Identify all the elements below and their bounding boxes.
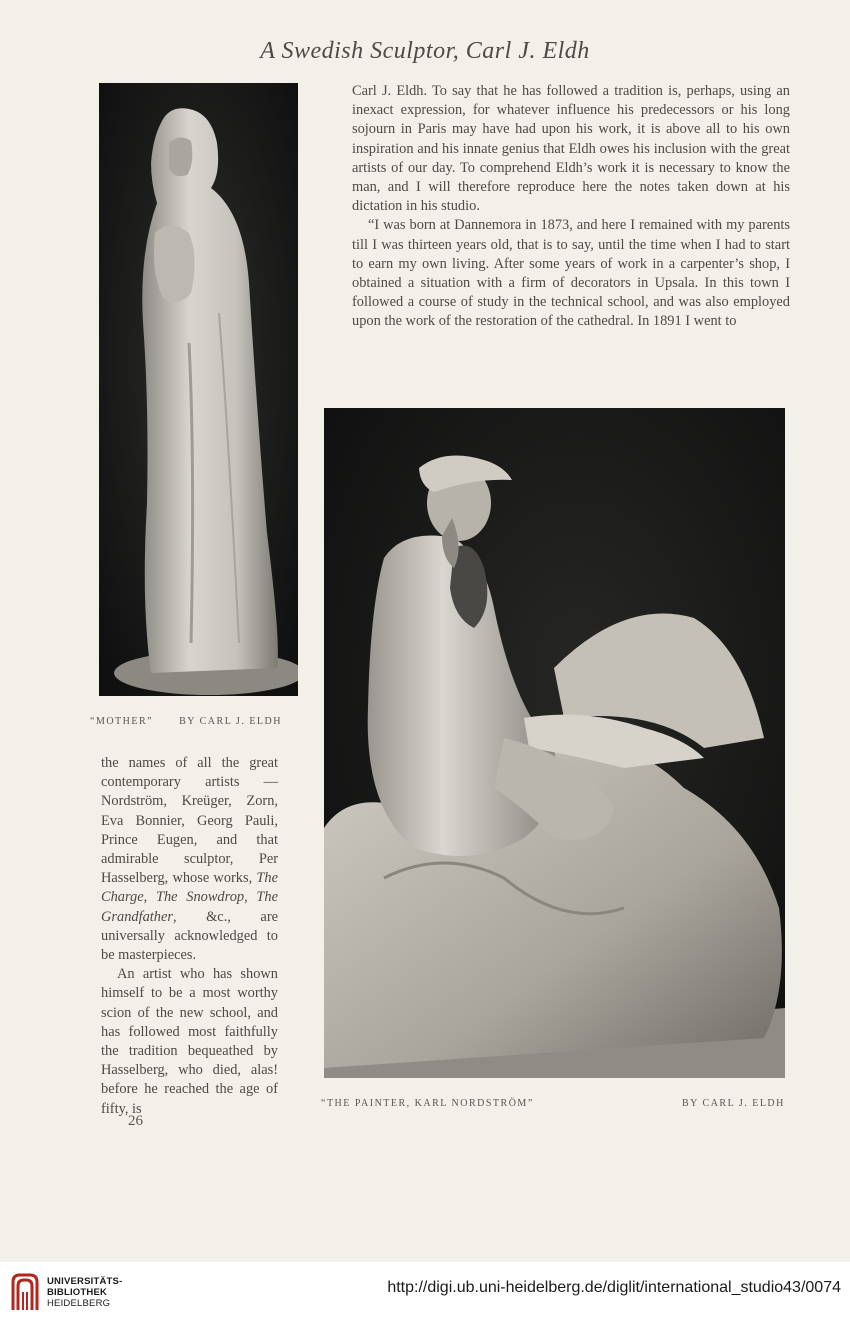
work-title-snowdrop: The Snowdrop	[155, 889, 245, 906]
left-paragraph-1: the names of all the great contemporary artists — Nordström, Kreüger, Zorn, Eva Bonnier, Georg Pauli, Prince Eugen, and that admirable sculptor, Per Hasselberg, whose works, The Charge, The Snowdrop, The Grandfather, &c., are universally acknowledged to be masterpieces.	[101, 755, 278, 964]
left-column-text	[101, 754, 278, 1119]
running-title: A Swedish Sculptor, Carl J. Eldh	[260, 38, 590, 64]
university-library-logo-icon	[10, 1272, 40, 1312]
source-url-link[interactable]: http://digi.ub.uni-heidelberg.de/diglit/international_studio43/0074	[387, 1279, 841, 1296]
work-title-charge: The Charge	[101, 870, 278, 906]
painter-caption-credit: BY CARL J. ELDH	[682, 1098, 785, 1109]
mother-sculpture-photo	[99, 83, 298, 696]
left-paragraph-2: An artist who has shown himself to be a most worthy scion of the new school, and has followed most faithfully the tradition bequeathed by Hasselberg, who died, alas! before he reached the age of fifty, is	[101, 966, 278, 1117]
painter-sculpture-photo	[324, 408, 785, 1078]
mother-caption-credit: BY CARL J. ELDH	[179, 716, 282, 727]
body-paragraph-2: “I was born at Dannemora in 1873, and here I remained with my parents till I was thirteen years old, that is to say, until the time when I had to start to earn my own living. After some years of work in a carpenter’s shop, I obtained a situation with a firm of decorators in Upsala. In this town I followed a course of study in the technical school, and was also employed upon the work of the restoration of the cathedral. In 1891 I went to	[352, 217, 790, 330]
body-paragraph-1: Carl J. Eldh. To say that he has followed a tradition is, perhaps, using an inexact expression, for whatever influence his predecessors or his long sojourn in Paris may have had upon his work, it is above all to his own inspiration and his innate genius that Eldh owes his inclusion with the great artists of our day. To comprehend Eldh’s work it is necessary to know the man, and I will therefore reproduce here the notes taken down at his dictation in his studio.	[352, 83, 790, 215]
mother-caption	[90, 716, 282, 727]
library-footer	[0, 1262, 850, 1323]
page-number: 26	[128, 1113, 143, 1129]
painter-caption-title: “THE PAINTER, KARL NORDSTRÖM”	[321, 1098, 534, 1109]
library-name: UNIVERSITÄTS- BIBLIOTHEK HEIDELBERG	[47, 1276, 123, 1309]
main-text-upper	[352, 82, 790, 332]
work-title-grandfather: The Grandfather	[101, 889, 278, 925]
mother-caption-title: “MOTHER”	[90, 716, 154, 727]
